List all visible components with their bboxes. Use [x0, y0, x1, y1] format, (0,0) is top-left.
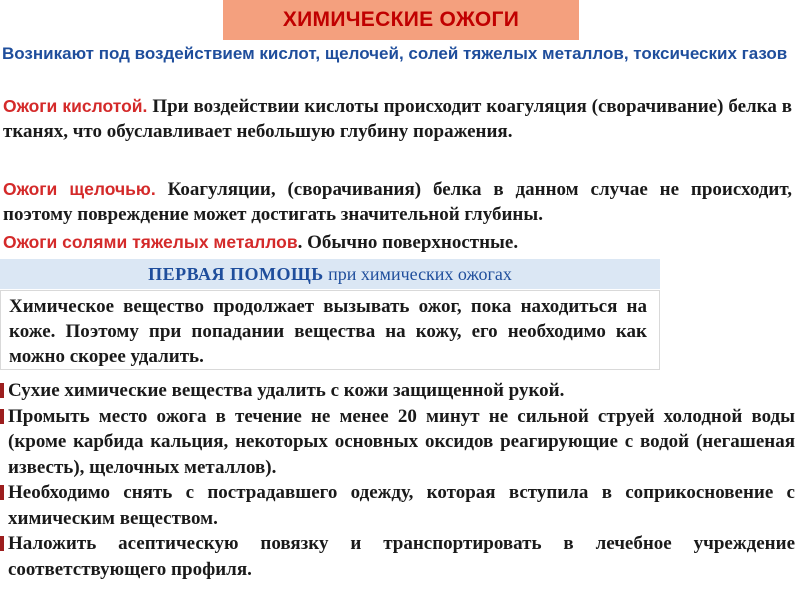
metal-burns-paragraph — [3, 230, 792, 255]
acid-burns-label: Ожоги кислотой. — [3, 96, 148, 116]
bullet-icon — [0, 536, 4, 551]
metal-burns-text: . Обычно поверхностные. — [297, 232, 519, 253]
list-item — [0, 378, 795, 404]
step-text: Промыть место ожога в течение не менее 20 минут не сильной струей холодной воды (кроме карбида кальция, некоторых основных оксидов реагирующие с водой (негашеная известь), щелочных металлов). — [8, 405, 795, 478]
bullet-icon — [0, 383, 4, 398]
acid-burns-text: При воздействии кислоты происходит коагуляция (сворачивание) белка в тканях, что обуславливает небольшую глубину поражения. — [3, 96, 792, 142]
first-aid-steps — [0, 378, 795, 582]
step-text: Наложить асептическую повязку и транспортировать в лечебное учреждение соответствующего профиля. — [8, 533, 795, 580]
list-item — [0, 480, 795, 531]
info-box: Химическое вещество продолжает вызывать ожог, пока находиться на коже. Поэтому при попадании вещества на кожу, его необходимо как можно скорее удалить. — [0, 290, 660, 370]
first-aid-subheading: при химических ожогах — [323, 263, 512, 284]
page-title: ХИМИЧЕСКИЕ ОЖОГИ — [282, 8, 520, 31]
alkali-burns-paragraph — [3, 177, 792, 227]
alkali-burns-text: Коагуляции, (сворачивания) белка в данном случае не происходит, поэтому повреждение может достигать значительной глубины. — [3, 179, 792, 225]
step-text: Сухие химические вещества удалить с кожи защищенной рукой. — [8, 380, 565, 401]
alkali-burns-label: Ожоги щелочью. — [3, 179, 156, 199]
acid-burns-paragraph — [3, 94, 792, 144]
intro-text: Возникают под воздействием кислот, щелочей, солей тяжелых металлов, токсических газов — [2, 44, 788, 63]
metal-burns-label: Ожоги солями тяжелых металлов — [3, 232, 298, 252]
first-aid-heading: ПЕРВАЯ ПОМОЩЬ — [148, 263, 324, 284]
list-item — [0, 531, 795, 582]
first-aid-banner — [0, 259, 660, 289]
bullet-icon — [0, 409, 4, 424]
bullet-icon — [0, 485, 4, 500]
list-item — [0, 404, 795, 481]
title-banner — [223, 0, 579, 40]
step-text: Необходимо снять с пострадавшего одежду, которая вступила в соприкосновение с химическим веществом. — [8, 482, 795, 529]
